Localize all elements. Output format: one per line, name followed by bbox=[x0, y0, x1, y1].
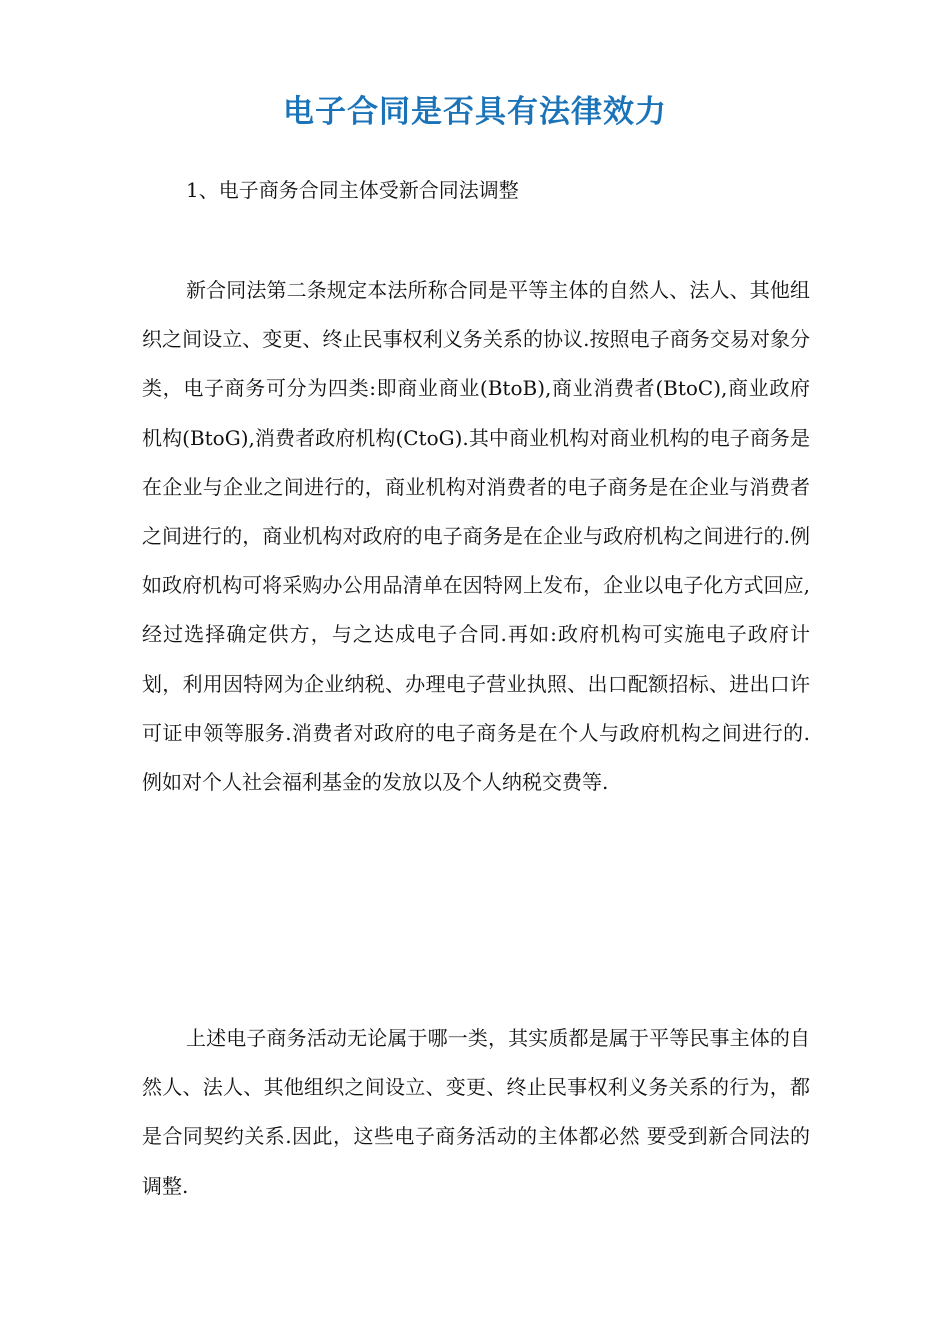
section-heading: 1、电子商务合同主体受新合同法调整 bbox=[186, 178, 519, 202]
document-title: 电子合同是否具有法律效力 bbox=[283, 94, 667, 130]
body-paragraph-1: 新合同法第二条规定本法所称合同是平等主体的自然人、法人、其他组织之间设立、变更、终止民事权利义务关系的协议.按照电子商务交易对象分类，电子商务可分为四类:即商业商业(BtoB),商业消费者(BtoC),商业政府机构(BtoG),消费者政府机构(CtoG).其中商业机构对商业机构的电子商务是在企业与企业之间进行的，商业机构对消费者的电子商务是在企业与消费者之间进行的，商业机构对政府的电子商务是在企业与政府机构之间进行的.例如政府机构可将采购办公用品清单在因特网上发布，企业以电子化方式回应,经过选择确定供方，与之达成电子合同.再如:政府机构可实施电子政府计划，利用因特网为企业纳税、办理电子营业执照、出口配额招标、进出口许可证申领等服务.消费者对政府的电子商务是在个人与政府机构之间进行的.例如对个人社会福利基金的发放以及个人纳税交费等. bbox=[142, 278, 810, 795]
body-paragraph-2: 上述电子商务活动无论属于哪一类，其实质都是属于平等民事主体的自然人、法人、其他组织之间设立、变更、终止民事权利义务关系的行为，都是合同契约关系.因此，这些电子商务活动的主体都必然 要受到新合同法的调整. bbox=[142, 1026, 810, 1198]
